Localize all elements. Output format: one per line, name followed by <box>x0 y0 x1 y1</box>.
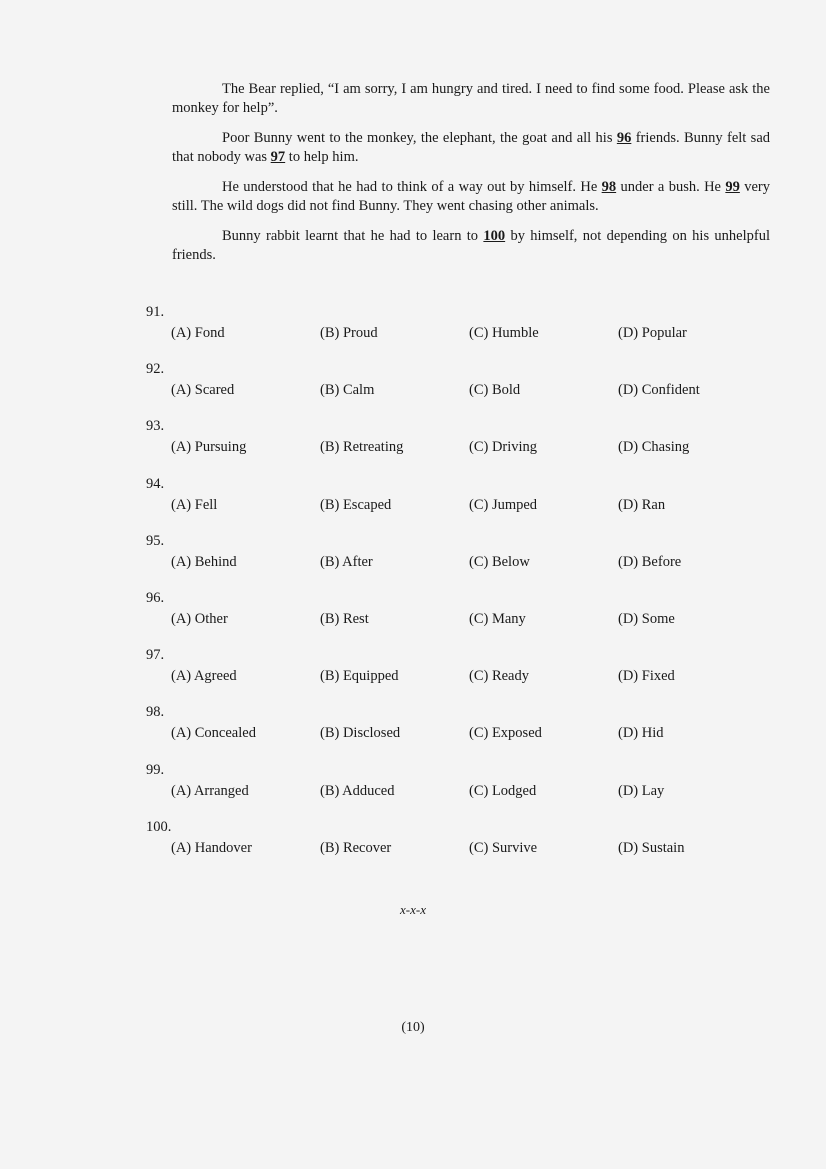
option-b: (B) Rest <box>320 610 369 627</box>
option-a: (A) Pursuing <box>171 439 247 456</box>
option-d: (D) Before <box>618 553 682 570</box>
question-number: 96. <box>146 589 165 606</box>
question-options <box>171 725 771 745</box>
paragraph-2-text-start: Poor Bunny went to the monkey, the elephant, the goat and all his <box>222 130 617 146</box>
question-list <box>146 304 786 876</box>
question-options <box>171 439 771 459</box>
option-c: (C) Lodged <box>469 782 537 799</box>
paragraph-2-text-end: to help him. <box>285 149 359 165</box>
option-c: (C) Many <box>469 610 526 627</box>
question-item <box>146 533 786 590</box>
question-options <box>171 840 771 860</box>
question-options <box>171 554 771 574</box>
option-d: (D) Sustain <box>618 839 685 856</box>
option-b: (B) Recover <box>320 839 392 856</box>
question-options <box>171 668 771 688</box>
question-item <box>146 762 786 819</box>
option-c: (C) Survive <box>469 839 538 856</box>
paragraph-4-text-start: Bunny rabbit learnt that he had to learn to <box>222 228 484 244</box>
option-c: (C) Jumped <box>469 496 538 513</box>
end-mark: x-x-x <box>400 902 426 917</box>
paragraph-3-text-start: He understood that he had to think of a way out by himself. He <box>222 179 602 195</box>
option-d: (D) Fixed <box>618 668 675 685</box>
page-number: (10) <box>401 1020 425 1035</box>
question-number: 91. <box>146 304 165 320</box>
blank-96: 96 <box>616 130 632 146</box>
question-item <box>146 647 786 704</box>
blank-100: 100 <box>483 228 506 244</box>
question-item <box>146 476 786 533</box>
blank-98: 98 <box>601 179 617 195</box>
option-c: (C) Driving <box>469 439 538 456</box>
question-options <box>171 325 771 345</box>
option-d: (D) Chasing <box>618 439 690 456</box>
question-item <box>146 819 786 876</box>
paragraph-4 <box>172 227 770 265</box>
option-b: (B) Calm <box>320 382 375 399</box>
question-options <box>171 382 771 402</box>
option-d: (D) Some <box>618 610 675 627</box>
option-c: (C) Below <box>469 553 530 570</box>
paragraph-3-text-mid: under a bush. He <box>616 179 726 195</box>
option-a: (A) Handover <box>171 839 252 856</box>
option-a: (A) Concealed <box>171 725 256 742</box>
option-b: (B) Proud <box>320 325 378 341</box>
question-options <box>171 783 771 803</box>
option-d: (D) Lay <box>618 782 665 799</box>
question-number: 100. <box>146 818 172 835</box>
option-a: (A) Fell <box>171 496 218 513</box>
option-c: (C) Humble <box>469 325 539 341</box>
question-item <box>146 590 786 647</box>
question-options <box>171 611 771 631</box>
question-options <box>171 497 771 517</box>
paragraph-3-text-end: very still. The wild dogs did not find Bunny. They went chasing other animals. <box>172 179 770 214</box>
question-number: 94. <box>146 475 165 492</box>
option-b: (B) Equipped <box>320 668 399 685</box>
paragraph-3 <box>172 178 770 216</box>
option-c: (C) Bold <box>469 382 521 399</box>
option-a: (A) Scared <box>171 382 235 399</box>
paragraph-2 <box>172 129 770 167</box>
paragraph-1 <box>172 80 770 118</box>
question-item <box>146 418 786 475</box>
paragraph-4-text-end: by himself, not depending on his unhelpful friends. <box>172 228 770 263</box>
question-number: 97. <box>146 647 165 664</box>
passage <box>172 80 770 276</box>
option-c: (C) Exposed <box>469 725 542 742</box>
option-d: (D) Ran <box>618 496 666 513</box>
paragraph-1-text: The Bear replied, “I am sorry, I am hungry and tired. I need to find some food. Please ask the monkey for help”. <box>172 81 770 116</box>
option-d: (D) Confident <box>618 382 700 399</box>
blank-99: 99 <box>725 179 740 195</box>
option-c: (C) Ready <box>469 668 529 685</box>
question-number: 92. <box>146 361 165 378</box>
option-a: (A) Agreed <box>171 668 237 685</box>
blank-97: 97 <box>270 149 286 165</box>
paragraph-2-text-mid: friends. Bunny felt sad that nobody was <box>172 130 771 165</box>
option-a: (A) Behind <box>171 553 237 570</box>
option-a: (A) Other <box>171 610 228 627</box>
question-item <box>146 704 786 761</box>
option-d: (D) Popular <box>618 325 687 341</box>
question-item <box>146 361 786 418</box>
option-d: (D) Hid <box>618 725 664 742</box>
question-number: 93. <box>146 418 165 435</box>
question-item <box>146 304 786 361</box>
option-a: (A) Arranged <box>171 782 249 799</box>
option-b: (B) After <box>320 553 373 570</box>
option-b: (B) Adduced <box>320 782 395 799</box>
question-number: 99. <box>146 761 165 778</box>
question-number: 98. <box>146 704 165 721</box>
question-number: 95. <box>146 532 165 549</box>
option-a: (A) Fond <box>171 325 225 341</box>
option-b: (B) Disclosed <box>320 725 401 742</box>
option-b: (B) Escaped <box>320 496 392 513</box>
option-b: (B) Retreating <box>320 439 404 456</box>
